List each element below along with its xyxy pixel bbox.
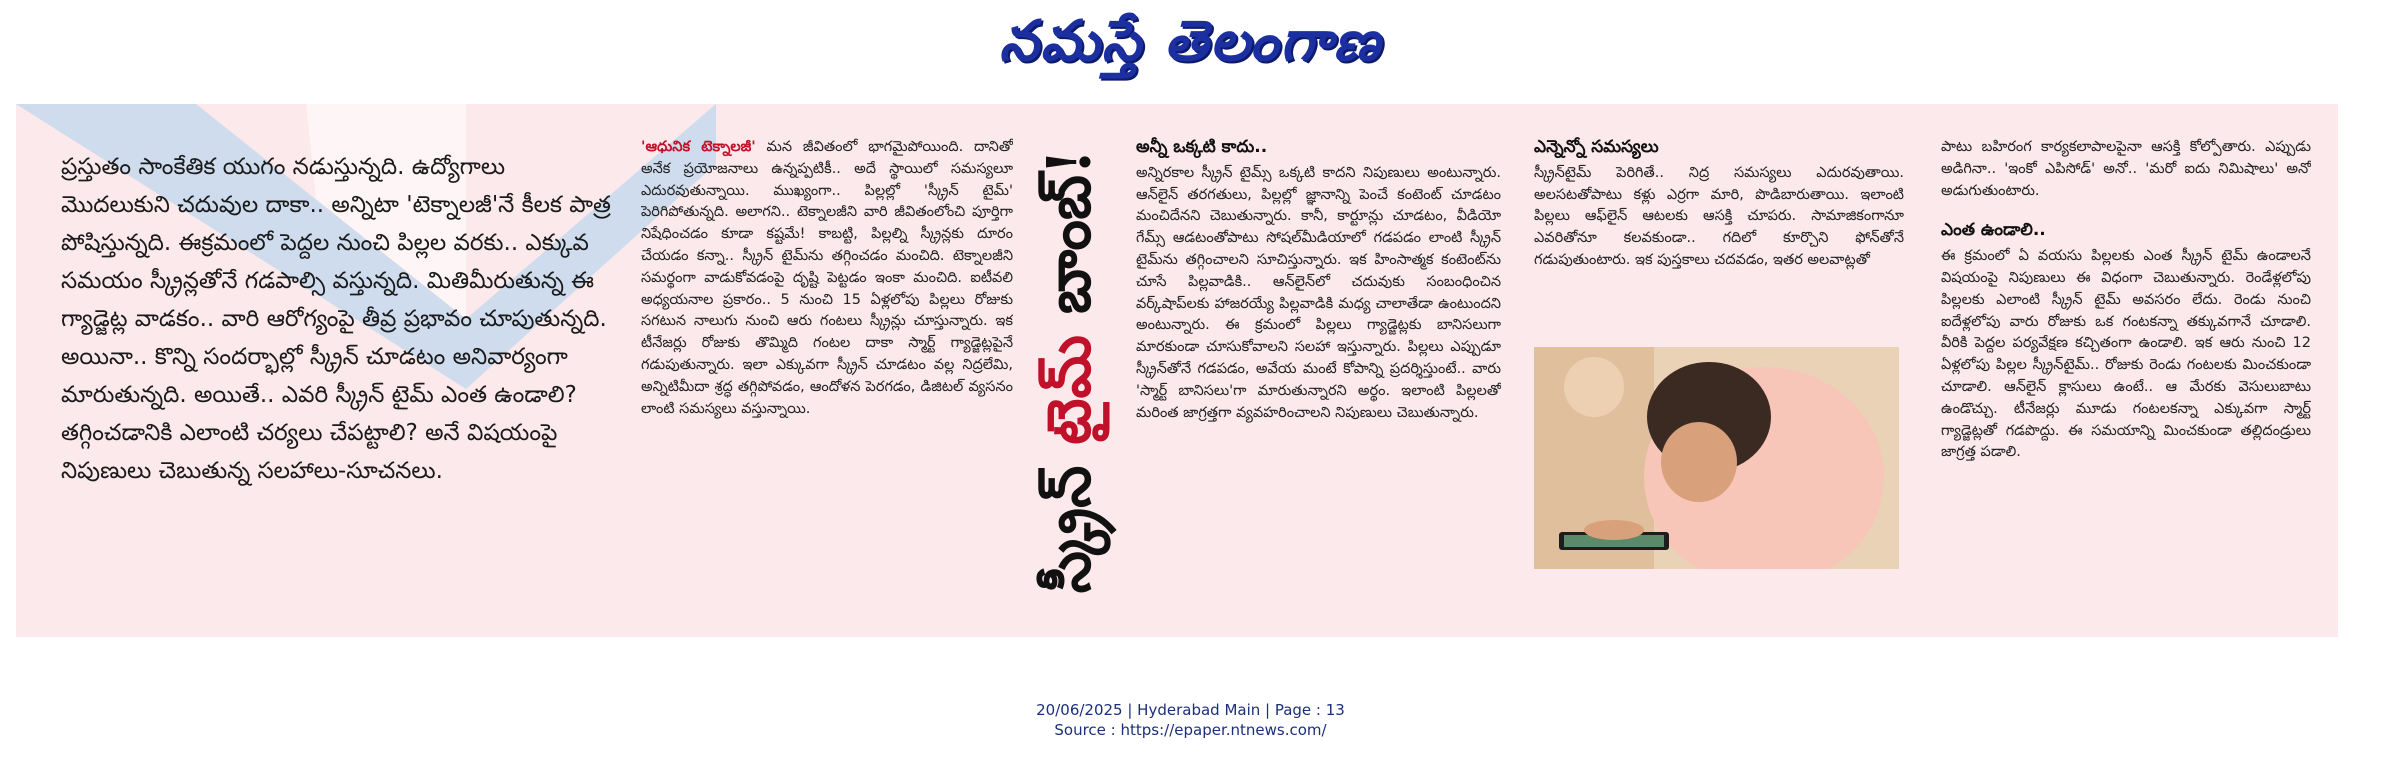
column-4-text: ఈ క్రమంలో ఏ వయసు పిల్లలకు ఎంత స్క్రీన్ టైమ్ ఉండాలనే విషయంపై నిపుణులు ఈ విధంగా చెబుతున్నారు. రెండేళ్లలోపు పిల్లలకు ఎలాంటి స్క్రీన్ టైమ్ అవసరం లేదు. రెండు నుంచి ఐదేళ్లలోపు వారు రోజుకు ఒక గంటకన్నా తక్కువగానే చూడాలి. వీరికి పెద్దల పర్యవేక్షణ కచ్చితంగా ఉండాలి. ఇక ఆరు నుంచి 12 ఏళ్లలోపు పిల్లల స్క్రీన్‌టైమ్.. రోజుకు రెండు గంటలకు మించకుండా చూడాలి. ఆన్‌లైన్ క్లాసులు ఉంటే.. ఆ మేరకు వెసులుబాటు ఉండొచ్చు. టీనేజర్లు మూడు గంటలకన్నా ఎక్కువగా స్మార్ట్ గ్యాడ్జెట్లతో గడపొద్దు. ఈ సమయాన్ని మించకుండా తల్లిదండ్రులు జాగ్రత్త పడాలి. xyxy=(1941,248,2311,461)
headline-part-3: బాంబ్! xyxy=(1034,148,1105,335)
masthead xyxy=(0,0,2381,95)
footer-source: Source : https://epaper.ntnews.com/ xyxy=(1054,721,1327,739)
column-2 xyxy=(1136,137,1501,424)
column-4 xyxy=(1941,137,2311,464)
column-3 xyxy=(1534,137,1904,272)
photo-illustration xyxy=(1534,347,1899,569)
column-2-text: అన్నిరకాల స్క్రీన్ టైమ్స్ ఒక్కటి కాదని నిపుణులు అంటున్నారు. ఆన్‌లైన్ తరగతులు, పిల్లల్లో జ్ఞానాన్ని పెంచే కంటెంట్ చూడటం మంచిదేనని చెబుతున్నారు. కానీ, కార్టూన్లు చూడటం, వీడియో గేమ్స్ ఆడటంతోపాటు సోషల్‌మీడియాలో గడపడం లాంటి స్క్రీన్ టైమ్‌ను తగ్గించాలని సూచిస్తున్నారు. ఇక హింసాత్మక కంటెంట్‌ను చూసే పిల్లవాడికి.. ఆన్‌లైన్‌లో చదువుకు సంబంధించిన వర్క్‌షాప్‌లకు హాజరయ్యే పిల్లవాడికి మధ్య చాలాతేడా ఉంటుందని అంటున్నారు. ఈ క్రమంలో పిల్లలు గ్యాడ్జెట్లకు బానిసలుగా మారకుండా చూసుకోవాలని సలహా ఇస్తున్నారు. పిల్లలు ఎప్పుడూ స్క్రీన్‌తోనే గడపడం, అవేయ మంటే కోపాన్ని ప్రదర్శిస్తుంటే.. వారు 'స్మార్ట్ బానిసలు'గా మారుతున్నారని అర్థం. ఇలాంటి పిల్లలతో మరింత జాగ్రత్తగా వ్యవహరించాలని నిపుణులు చెబుతున్నారు. xyxy=(1136,164,1501,421)
subheading-not-all-same: అన్నీ ఒక్కటి కాదు.. xyxy=(1136,137,1268,157)
article-headline xyxy=(1016,104,1136,637)
newspaper-logo: నమస్తే తెలంగాణ xyxy=(999,7,1382,74)
subheading-how-much: ఎంత ఉండాలి.. xyxy=(1941,220,2046,241)
column-1 xyxy=(641,137,1013,420)
footer-date-edition: 20/06/2025 | Hyderabad Main | Page : 13 xyxy=(1036,701,1345,719)
highlight-phrase: 'ఆధునిక టెక్నాలజీ' xyxy=(641,139,756,155)
column-4-top-text: పాటు బహిరంగ కార్యకలాపాలపైనా ఆసక్తి కోల్పోతారు. ఎప్పుడు అడిగినా.. 'ఇంకో ఎపిసోడ్' అనో.. 'మరో ఐదు నిమిషాలు' అనో అడుగుతుంటారు. xyxy=(1941,139,2311,199)
page-footer xyxy=(0,700,2381,740)
intro-text: ప్రస్తుతం సాంకేతిక యుగం నడుస్తున్నది. ఉద్యోగాలు మొదలుకుని చదువుల దాకా.. అన్నిటా 'టెక్నాలజీ'నే కీలక పాత్ర పోషిస్తున్నది. ఈక్రమంలో పెద్దల నుంచి పిల్లల వరకు.. ఎక్కువ సమయం స్క్రీన్లతోనే గడపాల్సి వస్తున్నది. మితిమీరుతున్న ఈ గ్యాడ్జెట్ల వాడకం.. వారి ఆరోగ్యంపై తీవ్ర ప్రభావం చూపుతున్నది. అయినా.. కొన్ని సందర్భాల్లో స్క్రీన్ చూడటం అనివార్యంగా మారుతున్నది. అయితే.. ఎవరి స్క్రీన్ టైమ్ ఎంత ఉండాలి? తగ్గించడానికి ఎలాంటి చర్యలు చేపట్టాలి? అనే విషయంపై నిపుణులు చెబుతున్న సలహాలు-సూచనలు. xyxy=(61,154,611,484)
headline-part-2: టైమ్ xyxy=(1034,334,1105,445)
subheading-problems: ఎన్నెన్నో సమస్యలు xyxy=(1534,137,1659,157)
column-3-text: స్క్రీన్‌టైమ్ పెరిగితే.. నిద్ర సమస్యలు ఎదురవుతాయి. అలసటతోపాటు కళ్లు ఎర్రగా మారి, పొడిబారుతాయి. ఇలాంటి పిల్లలు ఆఫ్‌లైన్ ఆటలకు ఆసక్తి చూపరు. సామాజికంగానూ ఎవరితోనూ కలవకుండా.. గదిలో కూర్చొని ఫోన్‌తోనే గడుపుతుంటారు. ఇక పుస్తకాలు చదవడం, ఇతర అలవాట్లతో xyxy=(1534,164,1904,268)
article-clip xyxy=(16,104,2338,637)
column-1-text: మన జీవితంలో భాగమైపోయింది. దానితో అనేక ప్రయోజనాలు ఉన్నప్పటికీ.. అదే స్థాయిలో సమస్యలూ ఎదురవుతున్నాయి. ముఖ్యంగా.. పిల్లల్లో 'స్క్రీన్ టైమ్' పెరిగిపోతున్నది. అలాగని.. టెక్నాలజీని వారి జీవితంలోంచి పూర్తిగా నిషేధించడం కూడా కష్టమే! కాబట్టి, పిల్లల్ని స్క్రీన్లకు దూరం చేయడం కన్నా.. స్క్రీన్ టైమ్‌ను తగ్గించడం మంచిది. టెక్నాలజీని సమర్థంగా వాడుకోవడంపై దృష్టి పెట్టడం ఇంకా మంచిది. ఐటీవలి అధ్యయనాల ప్రకారం.. 5 నుంచి 15 ఏళ్లలోపు పిల్లలు రోజుకు సగటున నాలుగు నుంచి ఆరు గంటలు స్క్రీన్లు చూస్తున్నారు. ఇక టీనేజర్లు రోజుకు తొమ్మిది గంటల దాకా స్మార్ట్ గ్యాడ్జెట్లపైనే గడుపుతున్నారు. ఇలా ఎక్కువగా స్క్రీన్ చూడటం వల్ల నిద్రలేమి, అన్నిటిమీదా శ్రద్ధ తగ్గిపోవడం, ఆందోళన పెరగడం, డిజిటల్ వ్యసనం లాంటి సమస్యలు వస్తున్నాయి. xyxy=(641,139,1013,417)
headline-part-1: స్క్రీన్ xyxy=(1034,444,1105,593)
child-with-tablet-photo xyxy=(1534,347,1899,569)
